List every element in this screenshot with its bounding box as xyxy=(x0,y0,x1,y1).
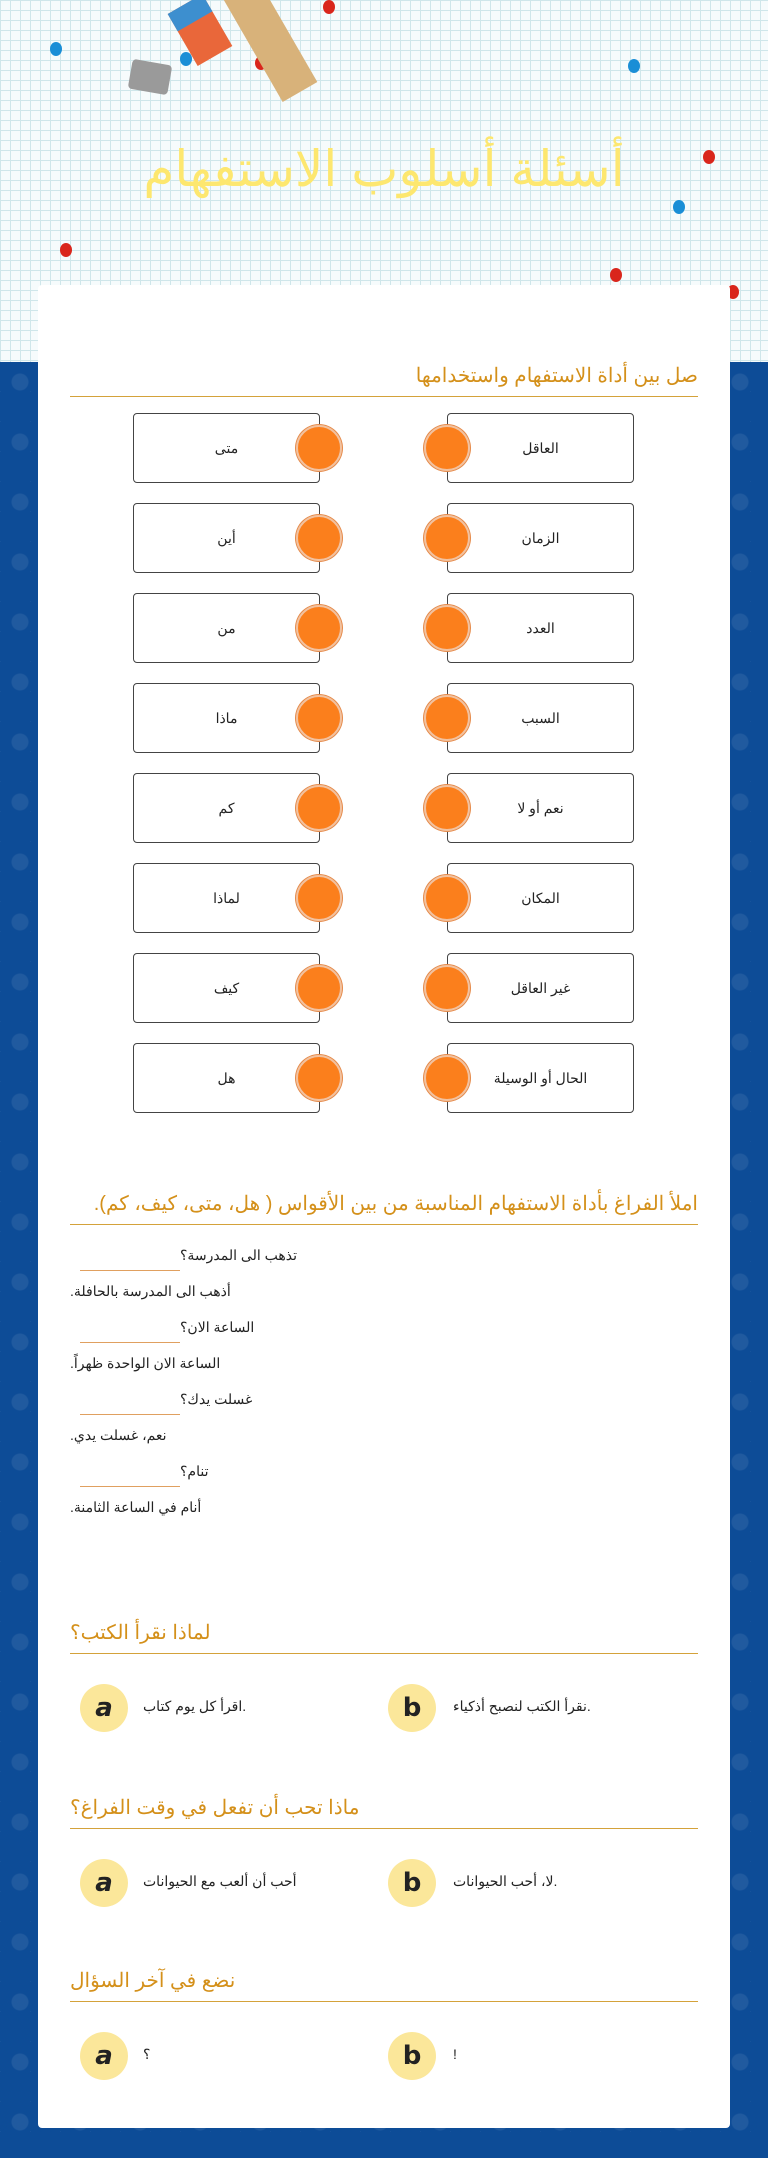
blank-input[interactable] xyxy=(80,1253,180,1271)
option-b-text: ! xyxy=(453,2046,457,2062)
blank-input[interactable] xyxy=(80,1469,180,1487)
decor-dot xyxy=(673,200,685,214)
match-right-label: غير العاقل xyxy=(510,979,571,996)
match-left-item[interactable] xyxy=(133,503,320,573)
question-heading: ماذا تحب أن تفعل في وقت الفراغ؟ xyxy=(70,1795,698,1829)
match-right-label: العاقل xyxy=(522,439,559,456)
match-right-item[interactable] xyxy=(447,413,634,483)
connector-dot-left[interactable] xyxy=(296,605,342,651)
decor-dot xyxy=(323,0,335,14)
option-b-text: .نقرأ الكتب لنصبح أذكياء xyxy=(453,1698,591,1714)
option-a-text: أحب أن ألعب مع الحيوانات xyxy=(143,1873,297,1889)
option-a-button[interactable] xyxy=(80,1859,128,1907)
match-left-label: متى xyxy=(214,439,239,456)
question-heading: نضع في آخر السؤال xyxy=(70,1968,698,2002)
connector-dot-right[interactable] xyxy=(424,515,470,561)
page-title: أسئلة أسلوب الاستفهام xyxy=(143,141,625,197)
match-right-item[interactable] xyxy=(447,1043,634,1113)
connector-dot-right[interactable] xyxy=(424,875,470,921)
match-right-label: نعم أو لا xyxy=(517,799,564,816)
fill-line xyxy=(70,1463,209,1487)
decor-dot xyxy=(610,268,622,282)
option-b-button[interactable] xyxy=(388,2032,436,2080)
option-a-text: .اقرأ كل يوم كتاب xyxy=(143,1698,247,1714)
match-right-item[interactable] xyxy=(447,773,634,843)
match-left-label: لماذا xyxy=(213,889,240,906)
fill-line xyxy=(70,1391,252,1415)
connector-dot-left[interactable] xyxy=(296,785,342,831)
section-heading-match: صل بين أداة الاستفهام واستخدامها xyxy=(70,363,698,397)
section-heading-fill: املأ الفراغ بأداة الاستفهام المناسبة من بين الأقواس ( هل، متى، كيف، كم). xyxy=(70,1191,698,1225)
fill-line-text: أنام في الساعة الثامنة. xyxy=(70,1499,202,1515)
match-right-item[interactable] xyxy=(447,593,634,663)
option-b-button[interactable] xyxy=(388,1684,436,1732)
match-right-item[interactable] xyxy=(447,863,634,933)
connector-dot-left[interactable] xyxy=(296,965,342,1011)
option-a-text: ؟ xyxy=(143,2046,151,2062)
match-right-label: السبب xyxy=(521,709,560,726)
match-left-item[interactable] xyxy=(133,413,320,483)
worksheet-card xyxy=(38,285,730,2128)
decor-dot xyxy=(628,59,640,73)
match-right-label: العدد xyxy=(526,619,555,636)
fill-line xyxy=(70,1355,220,1372)
fill-line xyxy=(70,1247,297,1271)
fill-line-text: الساعة الان؟ xyxy=(180,1319,255,1335)
connector-dot-left[interactable] xyxy=(296,515,342,561)
match-right-label: المكان xyxy=(521,889,560,906)
fill-line xyxy=(70,1319,254,1343)
match-right-item[interactable] xyxy=(447,953,634,1023)
fill-line xyxy=(70,1283,231,1300)
question-heading: لماذا نقرأ الكتب؟ xyxy=(70,1620,698,1654)
connector-dot-right[interactable] xyxy=(424,965,470,1011)
fill-line-text: تذهب الى المدرسة؟ xyxy=(180,1247,298,1263)
blank-input[interactable] xyxy=(80,1397,180,1415)
connector-dot-right[interactable] xyxy=(424,1055,470,1101)
match-left-label: ماذا xyxy=(215,709,238,726)
match-left-label: كم xyxy=(218,799,235,816)
match-left-item[interactable] xyxy=(133,593,320,663)
match-left-item[interactable] xyxy=(133,953,320,1023)
fill-line-text: أذهب الى المدرسة بالحافلة. xyxy=(70,1283,231,1299)
connector-dot-right[interactable] xyxy=(424,695,470,741)
connector-dot-right[interactable] xyxy=(424,425,470,471)
connector-dot-right[interactable] xyxy=(424,785,470,831)
match-right-label: الزمان xyxy=(521,529,560,546)
decor-dot xyxy=(50,42,62,56)
blank-input[interactable] xyxy=(80,1325,180,1343)
fill-line-text: تنام؟ xyxy=(180,1463,209,1479)
match-right-item[interactable] xyxy=(447,503,634,573)
match-left-item[interactable] xyxy=(133,683,320,753)
fill-line-text: الساعة الان الواحدة ظهراً. xyxy=(70,1355,221,1371)
connector-dot-right[interactable] xyxy=(424,605,470,651)
match-left-label: أين xyxy=(217,529,236,546)
match-right-label: الحال أو الوسيلة xyxy=(493,1069,588,1086)
option-b-label: b xyxy=(402,2041,422,2071)
connector-dot-left[interactable] xyxy=(296,1055,342,1101)
fill-line xyxy=(70,1427,167,1444)
option-b-label: b xyxy=(402,1693,422,1723)
match-left-item[interactable] xyxy=(133,773,320,843)
option-b-text: .لا، أحب الحيوانات xyxy=(453,1873,558,1889)
fill-line-text: غسلت يدك؟ xyxy=(180,1391,253,1407)
option-b-button[interactable] xyxy=(388,1859,436,1907)
connector-dot-left[interactable] xyxy=(296,875,342,921)
option-a-label: a xyxy=(95,2041,113,2071)
match-left-label: كيف xyxy=(213,979,240,996)
fill-line xyxy=(70,1499,201,1516)
match-left-label: هل xyxy=(217,1069,236,1086)
match-left-label: من xyxy=(217,619,236,636)
match-right-item[interactable] xyxy=(447,683,634,753)
fill-line-text: نعم، غسلت يدي. xyxy=(70,1427,167,1443)
match-left-item[interactable] xyxy=(133,1043,320,1113)
option-a-button[interactable] xyxy=(80,2032,128,2080)
option-b-label: b xyxy=(402,1868,422,1898)
option-a-label: a xyxy=(95,1693,113,1723)
connector-dot-left[interactable] xyxy=(296,425,342,471)
option-a-button[interactable] xyxy=(80,1684,128,1732)
decor-dot xyxy=(60,243,72,257)
connector-dot-left[interactable] xyxy=(296,695,342,741)
option-a-label: a xyxy=(95,1868,113,1898)
match-left-item[interactable] xyxy=(133,863,320,933)
